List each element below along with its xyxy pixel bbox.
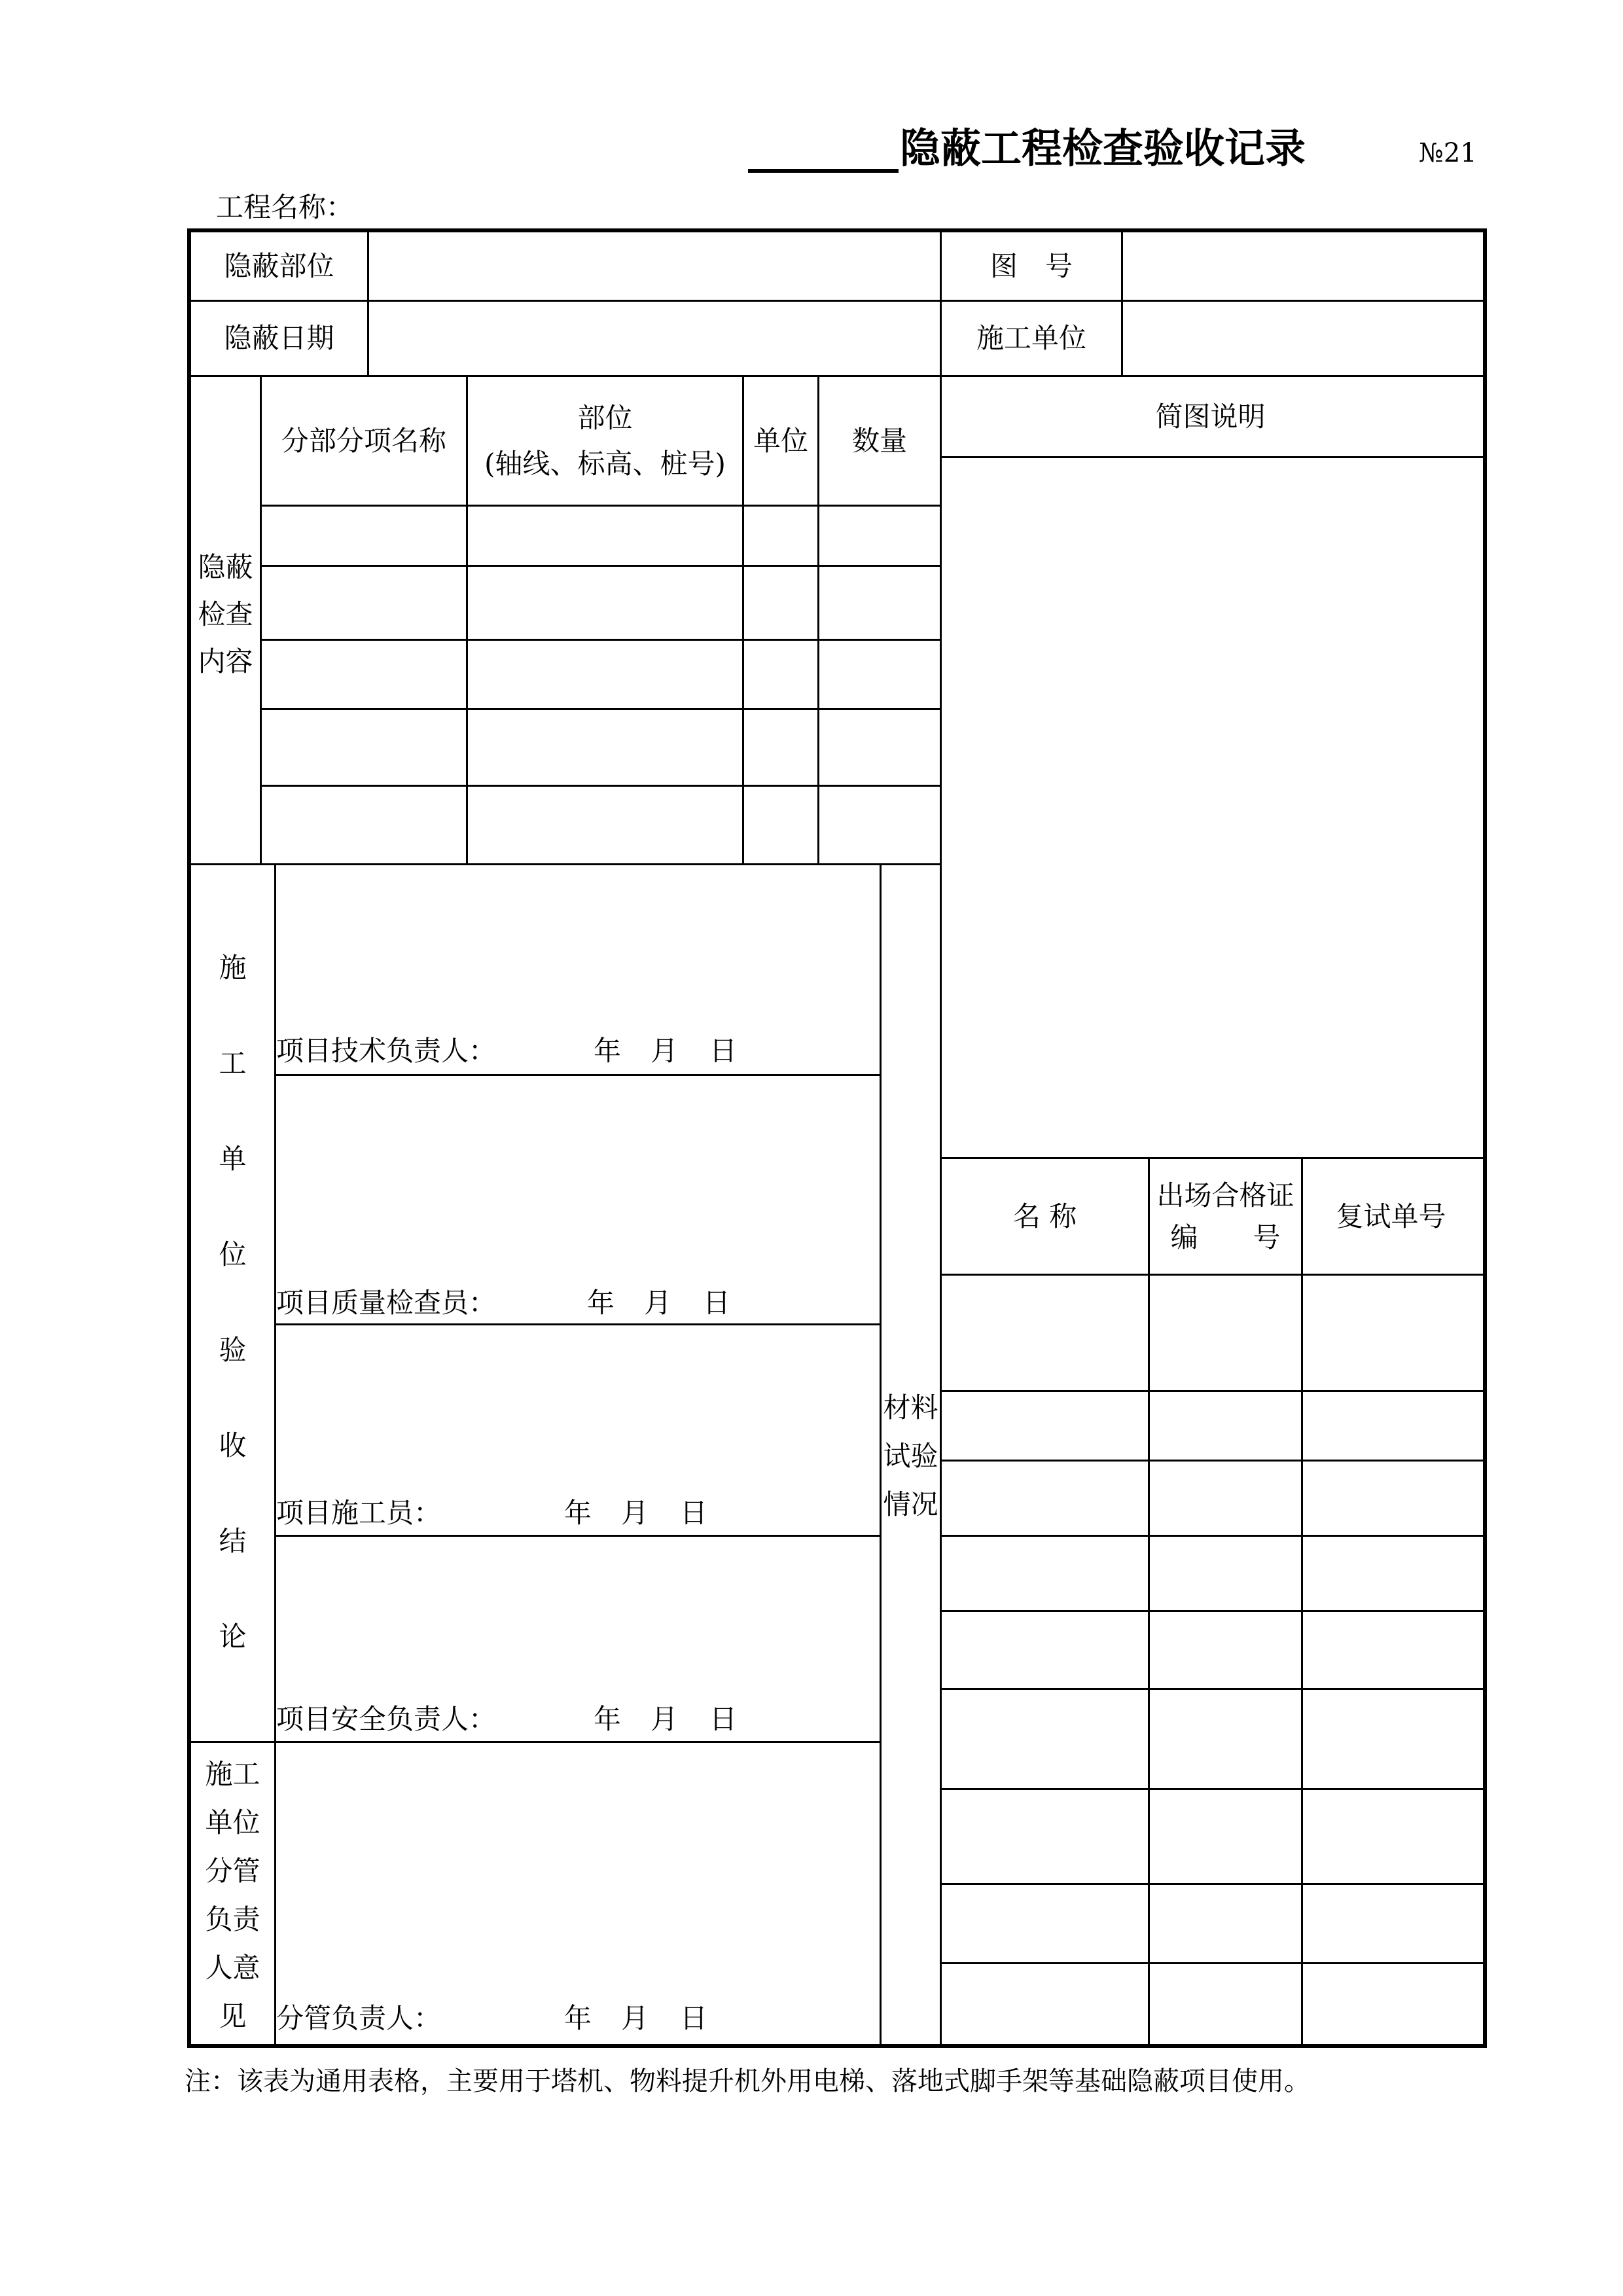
drawing-no-label-text: 图 号 xyxy=(990,249,1073,282)
signoff-day: 日 xyxy=(709,1703,738,1735)
material-cert-no-field[interactable] xyxy=(1150,1462,1301,1535)
form-number: №21 xyxy=(1419,138,1477,168)
signoff-year: 年 xyxy=(587,1287,615,1319)
inspection-section-label xyxy=(191,551,260,677)
material-retest-no-field[interactable] xyxy=(1303,1462,1479,1535)
materials-header-cert xyxy=(1150,1159,1301,1274)
column-header-text: 出场合格证 xyxy=(1156,1179,1294,1211)
drawing-no-field[interactable] xyxy=(1123,232,1479,300)
column-header-text: 数量 xyxy=(851,424,907,457)
table-row xyxy=(262,507,940,565)
column-header-text: 编 号 xyxy=(1170,1221,1281,1253)
material-name-field[interactable] xyxy=(942,1276,1148,1390)
column-header-unit xyxy=(744,377,817,505)
section-label-line: 人意 xyxy=(205,1952,260,1984)
quantity-field[interactable] xyxy=(819,567,940,639)
section-label-line: 试验 xyxy=(883,1440,938,1472)
materials-header-name xyxy=(942,1159,1148,1274)
material-retest-no-field[interactable] xyxy=(1303,1612,1479,1688)
column-header-quantity xyxy=(819,377,940,505)
material-name-field[interactable] xyxy=(942,1885,1148,2040)
section-label-char: 施 xyxy=(219,952,247,984)
material-name-field[interactable] xyxy=(942,1790,1148,1883)
quantity-field[interactable] xyxy=(819,710,940,785)
material-cert-no-field[interactable] xyxy=(1150,1690,1301,1788)
material-retest-no-field[interactable] xyxy=(1303,1276,1479,1390)
signoff-month: 月 xyxy=(621,1497,649,1529)
manager-opinion-field[interactable] xyxy=(276,1743,880,2040)
contractor-label-text: 施工单位 xyxy=(976,322,1086,354)
section-label-char: 单 xyxy=(219,1143,247,1175)
signoff-month: 月 xyxy=(621,2002,649,2034)
material-cert-no-field[interactable] xyxy=(1150,1276,1301,1390)
column-header-text: 分部分项名称 xyxy=(281,424,446,457)
signoff-day: 日 xyxy=(709,1035,738,1067)
section-label-line: 施工 xyxy=(205,1758,260,1790)
signoff-day: 日 xyxy=(680,2002,708,2034)
material-retest-no-field[interactable] xyxy=(1303,1537,1479,1610)
hidden-part-label-text: 隐蔽部位 xyxy=(224,249,334,282)
section-label-line: 见 xyxy=(219,2000,247,2032)
unit-field[interactable] xyxy=(744,507,817,565)
contractor-field[interactable] xyxy=(1123,302,1479,375)
item-name-field[interactable] xyxy=(262,507,466,565)
signoff-tech-lead[interactable] xyxy=(276,865,880,1074)
table-row xyxy=(262,641,940,708)
signoff-day: 日 xyxy=(680,1497,708,1529)
signoff-quality-inspector[interactable] xyxy=(276,1076,880,1323)
section-label-char: 结 xyxy=(219,1525,247,1557)
hidden-part-label xyxy=(191,232,367,300)
section-label-line: 分管 xyxy=(205,1855,260,1887)
item-name-field[interactable] xyxy=(262,567,466,639)
section-label-line: 情况 xyxy=(883,1488,938,1520)
quantity-field[interactable] xyxy=(819,507,940,565)
material-retest-no-field[interactable] xyxy=(1303,1690,1479,1788)
material-cert-no-field[interactable] xyxy=(1150,1392,1301,1460)
title-blank-underline xyxy=(748,169,899,173)
column-header-location xyxy=(468,377,742,505)
signoff-role: 项目施工员： xyxy=(276,1497,442,1529)
manager-opinion-label xyxy=(191,1758,274,2032)
project-name-field[interactable] xyxy=(340,190,1453,223)
material-name-field[interactable] xyxy=(942,1612,1148,1688)
hidden-date-label xyxy=(191,302,367,375)
column-header-item-name xyxy=(262,377,466,505)
material-name-field[interactable] xyxy=(942,1462,1148,1535)
material-name-field[interactable] xyxy=(942,1537,1148,1610)
section-label-line: 负责 xyxy=(205,1903,260,1935)
material-retest-no-field[interactable] xyxy=(1303,1392,1479,1460)
acceptance-section-label xyxy=(191,954,274,1651)
signoff-safety-lead[interactable] xyxy=(276,1537,880,1741)
hidden-part-field[interactable] xyxy=(369,232,940,300)
column-header-text: 单位 xyxy=(753,424,808,457)
unit-field[interactable] xyxy=(744,787,817,863)
signoff-role: 项目技术负责人： xyxy=(276,1035,497,1067)
location-field[interactable] xyxy=(468,507,742,565)
page-title: 隐蔽工程检查验收记录 xyxy=(900,124,1306,172)
material-cert-no-field[interactable] xyxy=(1150,1537,1301,1610)
section-label-char: 验 xyxy=(219,1334,247,1366)
materials-header-retest xyxy=(1303,1159,1479,1274)
signoff-site-worker[interactable] xyxy=(276,1325,880,1535)
item-name-field[interactable] xyxy=(262,710,466,785)
material-cert-no-field[interactable] xyxy=(1150,1612,1301,1688)
section-label-line: 隐蔽 xyxy=(198,551,253,583)
section-label-char: 位 xyxy=(219,1238,247,1270)
material-name-field[interactable] xyxy=(942,1392,1148,1460)
column-header-text: 部位 xyxy=(577,401,633,434)
footer-note: 注：该表为通用表格，主要用于塔机、物料提升机外用电梯、落地式脚手架等基础隐蔽项目使用。 xyxy=(185,2066,1310,2096)
signoff-year: 年 xyxy=(594,1703,622,1735)
item-name-field[interactable] xyxy=(262,787,466,863)
table-row xyxy=(262,787,940,863)
unit-field[interactable] xyxy=(744,567,817,639)
item-name-field[interactable] xyxy=(262,641,466,708)
section-label-line: 检查 xyxy=(198,598,253,630)
column-header-text: 复试单号 xyxy=(1336,1200,1446,1232)
signoff-year: 年 xyxy=(564,2002,592,2034)
location-field[interactable] xyxy=(468,787,742,863)
contractor-label xyxy=(942,302,1121,375)
material-retest-no-field[interactable] xyxy=(1303,1790,1479,1883)
quantity-field[interactable] xyxy=(819,641,940,708)
table-row xyxy=(262,710,940,785)
material-name-field[interactable] xyxy=(942,1690,1148,1788)
section-label-line: 材料 xyxy=(883,1391,938,1424)
table-row xyxy=(262,567,940,639)
unit-field[interactable] xyxy=(744,641,817,708)
section-label-char: 工 xyxy=(219,1047,247,1079)
material-retest-no-field[interactable] xyxy=(1303,1885,1479,2040)
quantity-field[interactable] xyxy=(819,787,940,863)
project-name-label: 工程名称： xyxy=(216,191,354,223)
section-label-char: 收 xyxy=(219,1429,247,1462)
section-label-line: 内容 xyxy=(198,645,253,677)
section-label-char: 论 xyxy=(219,1621,247,1653)
signoff-day: 日 xyxy=(703,1287,731,1319)
unit-field[interactable] xyxy=(744,710,817,785)
sketch-label xyxy=(942,377,1479,456)
material-cert-no-field[interactable] xyxy=(1150,1790,1301,1883)
column-header-text: 名 称 xyxy=(1012,1200,1077,1232)
signoff-month: 月 xyxy=(651,1703,679,1735)
hidden-date-label-text: 隐蔽日期 xyxy=(224,322,334,354)
signoff-year: 年 xyxy=(594,1035,622,1067)
section-label-line: 单位 xyxy=(205,1806,260,1839)
material-cert-no-field[interactable] xyxy=(1150,1885,1301,2040)
hidden-date-field[interactable] xyxy=(369,302,940,375)
sketch-label-text: 简图说明 xyxy=(1155,400,1266,433)
column-header-text: (轴线、标高、桩号) xyxy=(484,447,726,480)
location-field[interactable] xyxy=(468,567,742,639)
signoff-role: 项目质量检查员： xyxy=(276,1287,497,1319)
location-field[interactable] xyxy=(468,641,742,708)
materials-section-label xyxy=(882,1391,940,1520)
drawing-no-label xyxy=(942,232,1121,300)
sketch-area[interactable] xyxy=(942,458,1479,1157)
signoff-role: 项目安全负责人： xyxy=(276,1703,497,1735)
location-field[interactable] xyxy=(468,710,742,785)
signoff-year: 年 xyxy=(564,1497,592,1529)
signoff-month: 月 xyxy=(644,1287,672,1319)
signoff-month: 月 xyxy=(651,1035,679,1067)
signoff-role: 分管负责人： xyxy=(276,2002,442,2034)
